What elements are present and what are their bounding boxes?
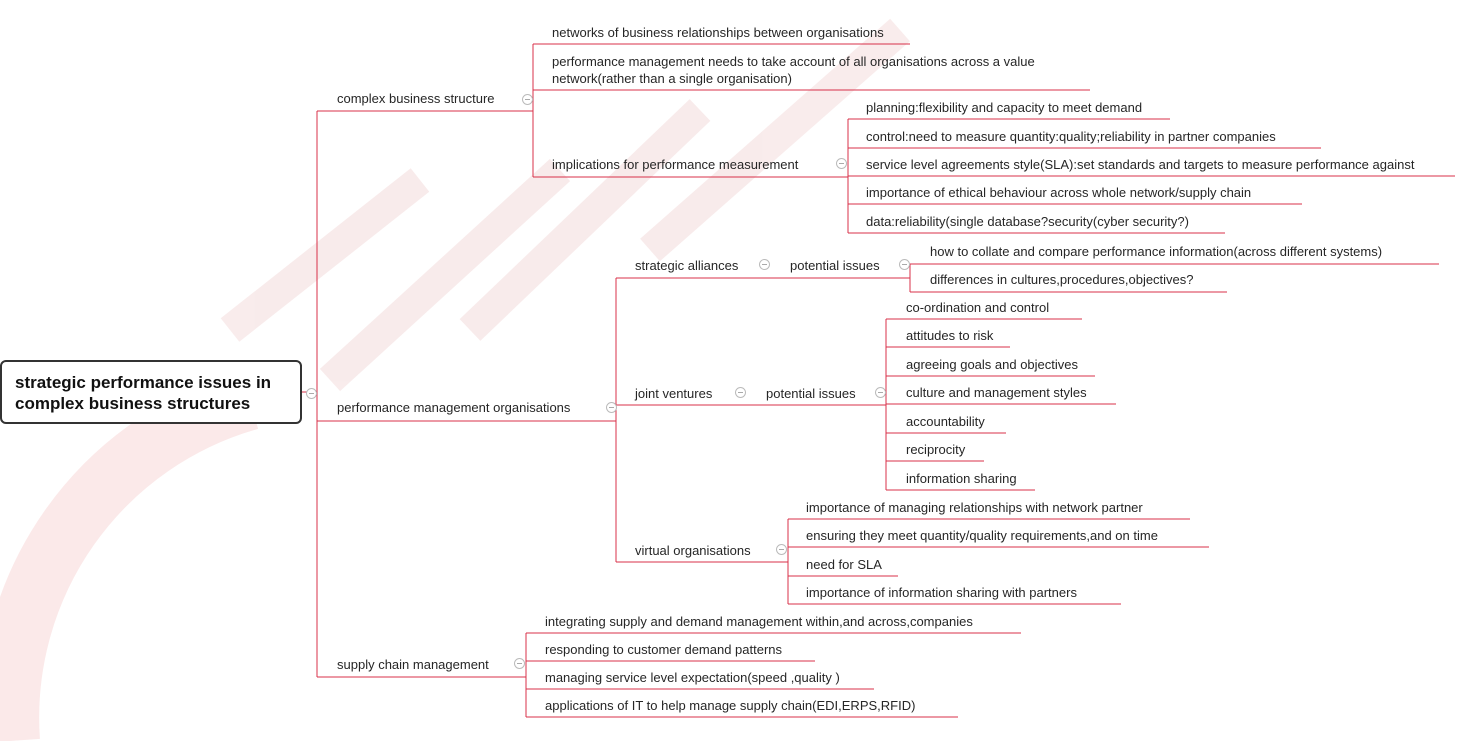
node-value-network-line-1[interactable]: performance management needs to take account of all organisations across a value xyxy=(552,54,1035,69)
node-venture-issue[interactable]: information sharing xyxy=(906,471,1017,486)
node-implication-item[interactable]: importance of ethical behaviour across whole network/supply chain xyxy=(866,185,1252,200)
node-networks[interactable]: networks of business relationships between organisations xyxy=(552,25,884,40)
node-alliance-issue[interactable]: differences in cultures,procedures,objectives? xyxy=(930,272,1194,287)
node-ventures-potential-issues[interactable]: potential issues xyxy=(766,386,856,401)
collapse-toggle-icon[interactable] xyxy=(522,94,533,105)
node-virtual-item[interactable]: ensuring they meet quantity/quality requirements,and on time xyxy=(806,528,1158,543)
node-virtual-item[interactable]: importance of information sharing with partners xyxy=(806,585,1077,600)
node-venture-issue[interactable]: attitudes to risk xyxy=(906,328,994,343)
node-implication-item[interactable]: control:need to measure quantity:quality;reliability in partner companies xyxy=(866,129,1276,144)
node-virtual-organisations[interactable]: virtual organisations xyxy=(635,543,751,558)
node-venture-issue[interactable]: co-ordination and control xyxy=(906,300,1050,315)
node-implication-item[interactable]: data:reliability(single database?security(cyber security?) xyxy=(866,214,1189,229)
collapse-toggle-icon[interactable] xyxy=(606,402,617,413)
collapse-toggle-icon[interactable] xyxy=(899,259,910,270)
node-venture-issue[interactable]: accountability xyxy=(906,414,985,429)
node-venture-issue[interactable]: reciprocity xyxy=(906,442,966,457)
collapse-toggle-icon[interactable] xyxy=(306,388,317,399)
node-value-network-line-2[interactable]: network(rather than a single organisation) xyxy=(552,71,792,86)
collapse-toggle-icon[interactable] xyxy=(759,259,770,270)
node-alliance-issue[interactable]: how to collate and compare performance information(across different systems) xyxy=(930,244,1383,259)
node-scm-item[interactable]: applications of IT to help manage supply chain(EDI,ERPS,RFID) xyxy=(545,698,916,713)
node-venture-issue[interactable]: culture and management styles xyxy=(906,385,1087,400)
node-scm-item[interactable]: managing service level expectation(speed ,quality ) xyxy=(545,670,840,685)
node-implication-item[interactable]: planning:flexibility and capacity to meet demand xyxy=(866,100,1143,115)
node-venture-issue[interactable]: agreeing goals and objectives xyxy=(906,357,1079,372)
collapse-toggle-icon[interactable] xyxy=(875,387,886,398)
collapse-toggle-icon[interactable] xyxy=(514,658,525,669)
collapse-toggle-icon[interactable] xyxy=(836,158,847,169)
node-virtual-item[interactable]: importance of managing relationships with network partner xyxy=(806,500,1143,515)
node-implication-item[interactable]: service level agreements style(SLA):set standards and targets to measure performance against xyxy=(866,157,1415,172)
node-virtual-item[interactable]: need for SLA xyxy=(806,557,882,572)
node-supply-chain-management[interactable]: supply chain management xyxy=(337,657,489,672)
node-alliances-potential-issues[interactable]: potential issues xyxy=(790,258,880,273)
root-title-line-2: complex business structures xyxy=(15,394,251,413)
root-title-line-1: strategic performance issues in xyxy=(15,373,272,392)
node-strategic-alliances[interactable]: strategic alliances xyxy=(635,258,739,273)
collapse-toggle-icon[interactable] xyxy=(735,387,746,398)
node-complex-business-structure[interactable]: complex business structure xyxy=(337,91,495,106)
node-performance-management-organisations[interactable]: performance management organisations xyxy=(337,400,571,415)
node-implications[interactable]: implications for performance measurement xyxy=(552,157,799,172)
root-node[interactable] xyxy=(0,360,302,424)
node-joint-ventures[interactable]: joint ventures xyxy=(635,386,713,401)
node-scm-item[interactable]: responding to customer demand patterns xyxy=(545,642,783,657)
node-scm-item[interactable]: integrating supply and demand management within,and across,companies xyxy=(545,614,973,629)
collapse-toggle-icon[interactable] xyxy=(776,544,787,555)
